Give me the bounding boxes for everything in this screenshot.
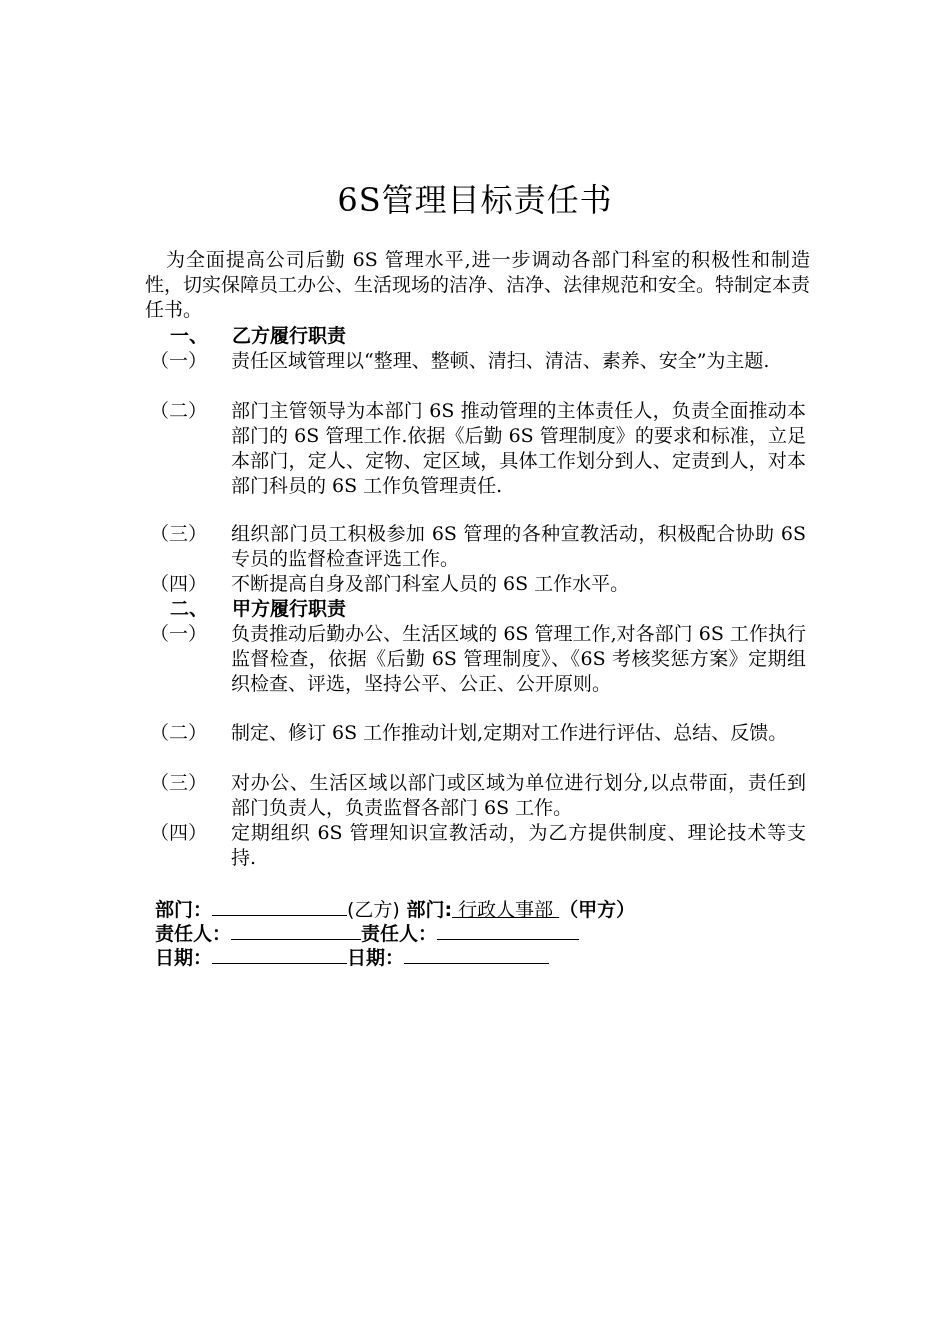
party-a-label: （甲方） — [559, 899, 636, 921]
item-marker: （四） — [150, 573, 208, 595]
signature-dept-line — [155, 896, 635, 922]
date-label-2: 日期： — [347, 947, 405, 969]
item-text: 责任区域管理以“整理、整顿、清扫、清洁、素养、安全”为主题. — [231, 350, 770, 372]
item-marker: （一） — [150, 350, 208, 372]
dept-value-2: 行政人事部 — [452, 899, 560, 921]
party-b-label: (乙方) — [347, 899, 400, 921]
person-blank-2 — [437, 920, 579, 940]
signature-date-line — [155, 944, 549, 970]
item-marker: （四） — [150, 822, 208, 844]
item-text: 不断提高自身及部门科室人员的 6S 工作水平。 — [231, 573, 630, 595]
item-marker: （三） — [150, 772, 208, 794]
item-marker: （二） — [150, 400, 208, 422]
date-blank-2 — [404, 944, 549, 964]
date-label: 日期： — [155, 947, 213, 969]
item-marker: （二） — [150, 722, 208, 744]
item-text: 部门主管领导为本部门 6S 推动管理的主体责任人，负责全面推动本部门的 6S 管理工作.依据《后勤 6S 管理制度》的要求和标准，立足本部门，定人、定物、定区域，具体工作划分到人、定责到人，对本部门科员的 6S 工作负管理责任. — [231, 400, 806, 497]
date-blank — [212, 944, 347, 964]
person-blank — [231, 920, 361, 940]
dept-label: 部门： — [155, 899, 213, 921]
section-title: 乙方履行职责 — [232, 325, 347, 347]
intro-paragraph: 为全面提高公司后勤 6S 管理水平,进一步调动各部门科室的积极性和制造性，切实保障员工办公、生活现场的洁净、洁净、法律规范和安全。特制定本责任书。 — [145, 249, 811, 321]
person-label: 责任人： — [155, 923, 232, 945]
dept-blank — [212, 896, 347, 916]
item-marker: （一） — [150, 623, 208, 645]
document-title: 6S管理目标责任书 — [337, 181, 613, 219]
item-text: 组织部门员工积极参加 6S 管理的各种宣教活动，积极配合协助 6S 专员的监督检查评选工作。 — [231, 523, 806, 570]
item-text: 制定、修订 6S 工作推动计划,定期对工作进行评估、总结、反馈。 — [231, 722, 788, 744]
person-label-2: 责任人： — [361, 923, 438, 945]
item-text: 负责推动后勤办公、生活区域的 6S 管理工作,对各部门 6S 工作执行监督检查，依据《后勤 6S 管理制度》、《6S 考核奖惩方案》定期组织检查、评选，坚持公平、公正、公开原则。 — [231, 623, 806, 695]
item-text: 对办公、生活区域以部门或区域为单位进行划分,以点带面，责任到部门负责人，负责监督各部门 6S 工作。 — [231, 772, 806, 819]
item-marker: （三） — [150, 523, 208, 545]
section-number: 一、 — [170, 325, 209, 347]
item-text: 定期组织 6S 管理知识宣教活动，为乙方提供制度、理论技术等支持. — [231, 822, 806, 869]
section-title: 甲方履行职责 — [232, 598, 347, 620]
section-number: 二、 — [170, 598, 209, 620]
signature-person-line — [155, 920, 579, 946]
dept-label-2: 部门: — [406, 899, 453, 921]
